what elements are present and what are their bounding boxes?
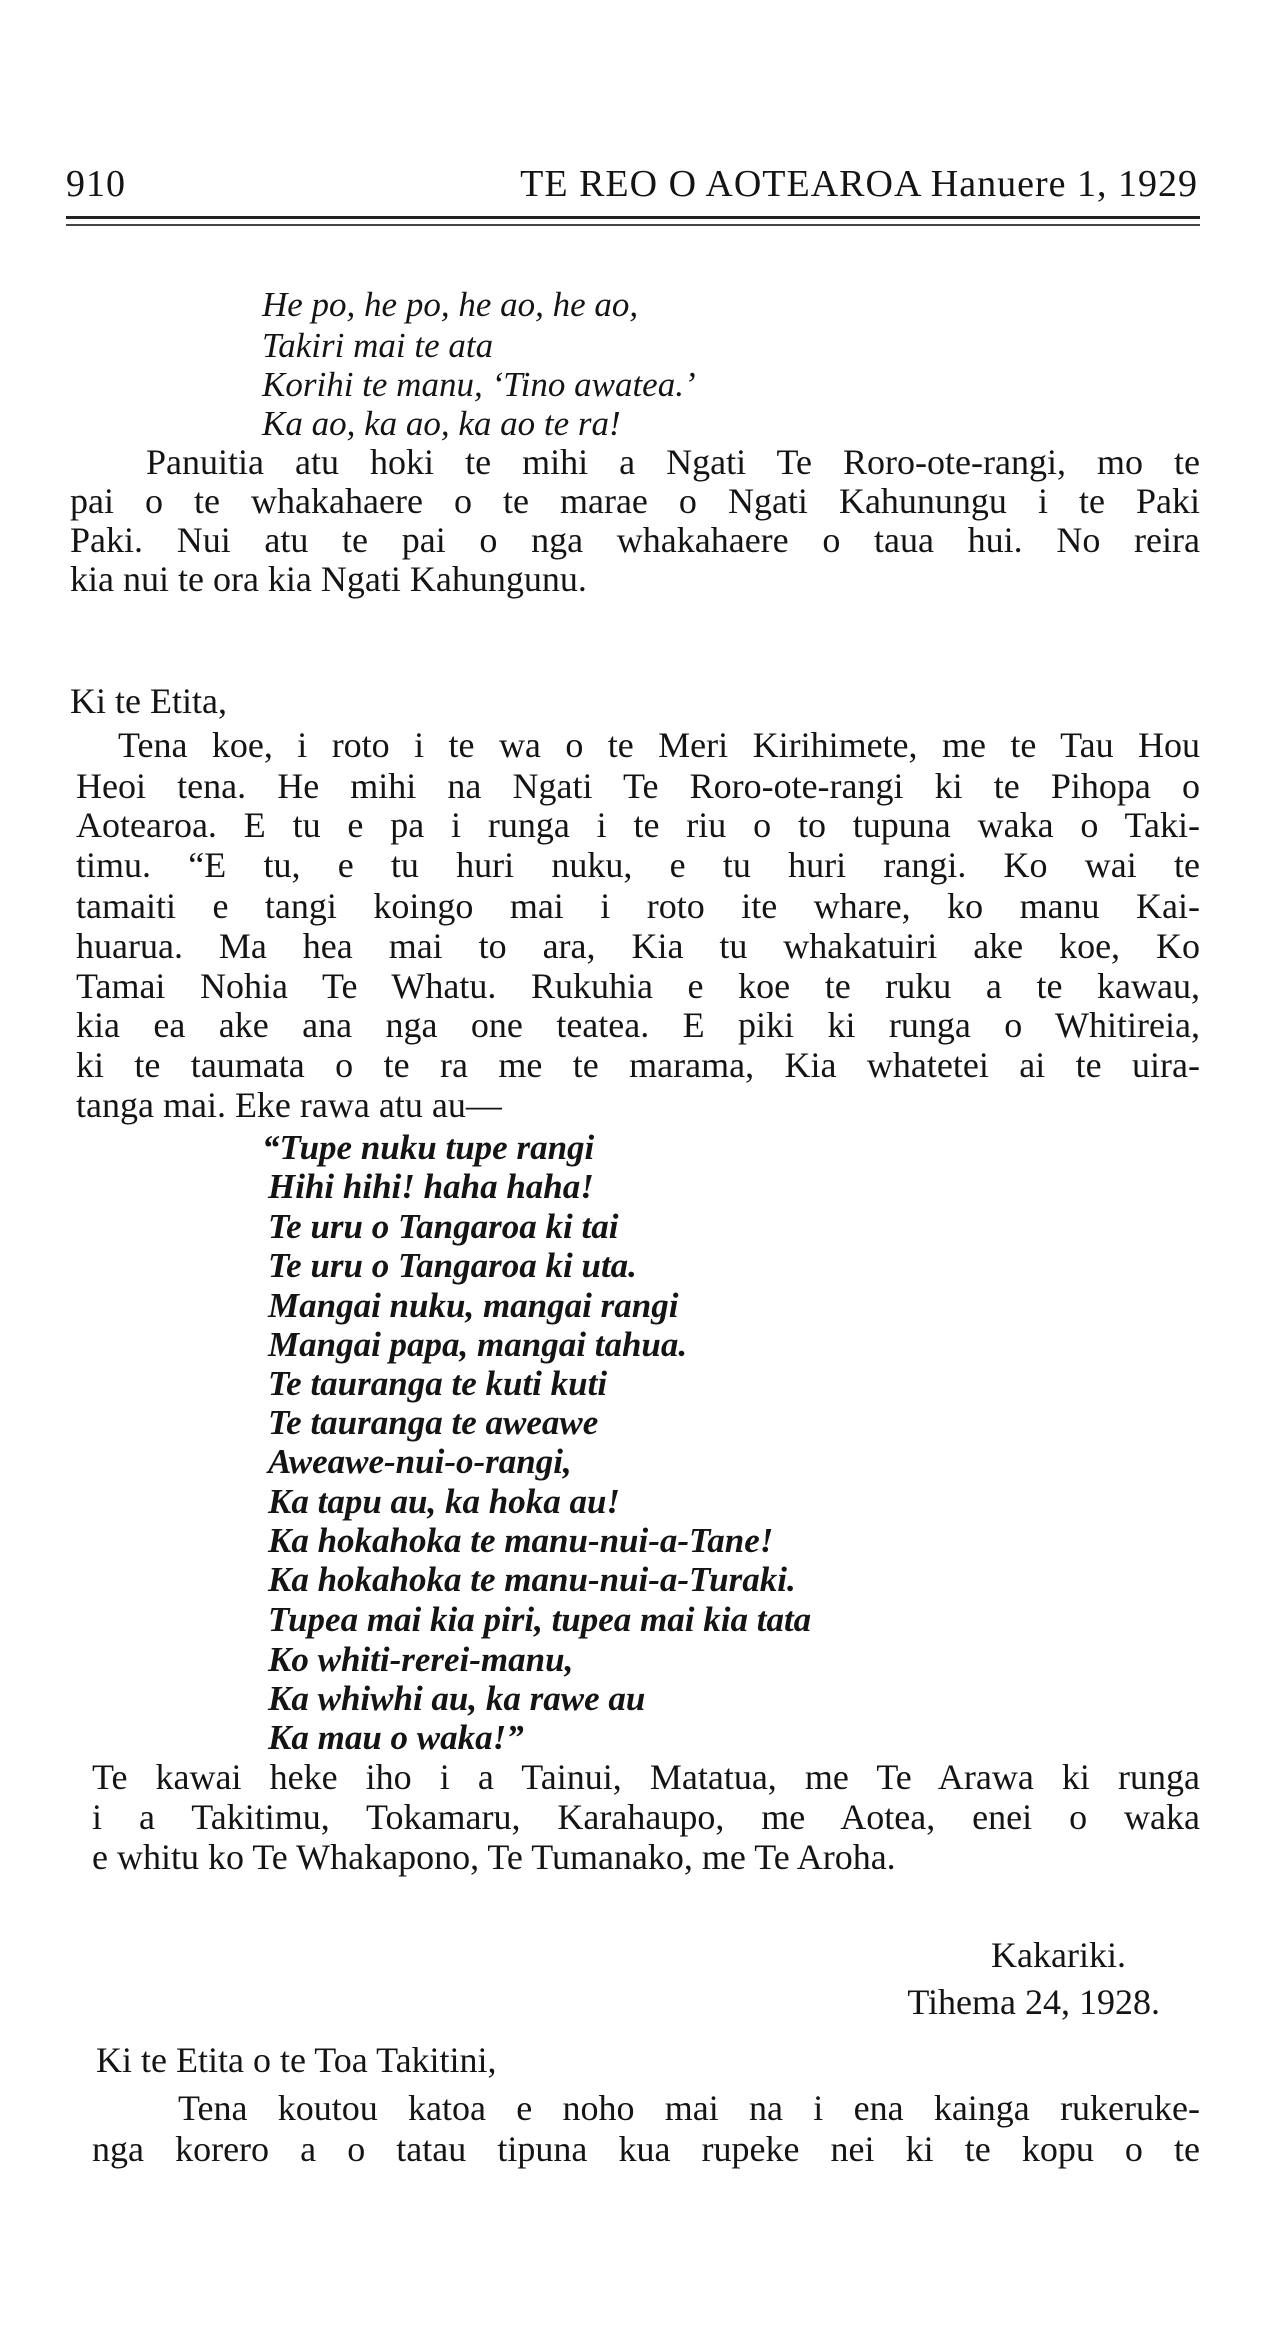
closing-line: i a Takitimu, Tokamaru, Karahaupo, me Aotea, enei o waka — [92, 1797, 1200, 1837]
chant-line: Ka hokahoka te manu-nui-a-Turaki. — [268, 1560, 796, 1599]
chant-line: Ko whiti-rerei-manu, — [268, 1640, 574, 1679]
letter-line: timu. “E tu, e tu huri nuku, e tu huri rangi. Ko wai te — [76, 845, 1200, 885]
chant-line: Te tauranga te aweawe — [268, 1403, 599, 1442]
page-header — [66, 162, 1198, 214]
chant-line: Te uru o Tangaroa ki tai — [268, 1207, 619, 1246]
letter-2-line: nga korero a o tatau tipuna kua rupeke nei ki te kopu o te — [92, 2129, 1200, 2169]
letter-line: Heoi tena. He mihi na Ngati Te Roro-ote-rangi ki te Pihopa o — [76, 766, 1200, 806]
letter-line: huarua. Ma hea mai to ara, Kia tu whakatuiri ake koe, Ko — [76, 926, 1200, 966]
verse-line: He po, he po, he ao, he ao, — [262, 285, 639, 324]
chant-line: Mangai papa, mangai tahua. — [268, 1325, 688, 1364]
chant-line: Ka mau o waka!” — [268, 1718, 524, 1757]
letter-line: Tena koe, i roto i te wa o te Meri Kirihimete, me te Tau Hou — [118, 725, 1200, 765]
closing-line: e whitu ko Te Whakapono, Te Tumanako, me Te Aroha. — [92, 1837, 896, 1877]
chant-line: Ka hokahoka te manu-nui-a-Tane! — [268, 1521, 774, 1560]
chant-line: “Tupe nuku tupe rangi — [262, 1128, 595, 1167]
letter-date: Tihema 24, 1928. — [907, 1982, 1160, 2022]
paragraph-line: Panuitia atu hoki te mihi a Ngati Te Roro-ote-rangi, mo te — [146, 442, 1200, 482]
signature: Kakariki. — [991, 1935, 1126, 1975]
paragraph-line: pai o te whakahaere o te marae o Ngati Kahunungu i te Paki — [70, 481, 1200, 521]
letter-line: tamaiti e tangi koingo mai i roto ite whare, ko manu Kai- — [76, 886, 1200, 926]
page-number: 910 — [66, 163, 126, 205]
verse-line: Takiri mai te ata — [262, 326, 494, 365]
chant-line: Te tauranga te kuti kuti — [268, 1364, 608, 1403]
chant-line: Te uru o Tangaroa ki uta. — [268, 1246, 637, 1285]
letter-line: Aotearoa. E tu e pa i runga i te riu o to tupuna waka o Taki- — [76, 805, 1200, 845]
header-rule-lower — [66, 224, 1200, 226]
closing-line: Te kawai heke iho i a Tainui, Matatua, me Te Arawa ki runga — [92, 1757, 1200, 1797]
letter-line: Tamai Nohia Te Whatu. Rukuhia e koe te ruku a te kawau, — [76, 966, 1200, 1006]
chant-line: Ka tapu au, ka hoka au! — [268, 1482, 621, 1521]
chant-line: Hihi hihi! haha haha! — [268, 1167, 594, 1206]
paragraph-line: Paki. Nui atu te pai o nga whakahaere o taua hui. No reira — [70, 520, 1200, 560]
letter-salutation: Ki te Etita, — [70, 681, 227, 721]
verse-line: Korihi te manu, ‘Tino awatea.’ — [262, 365, 696, 404]
chant-line: Mangai nuku, mangai rangi — [268, 1286, 679, 1325]
header-rule — [66, 216, 1200, 219]
chant-line: Aweawe-nui-o-rangi, — [268, 1442, 572, 1481]
paragraph-line: kia nui te ora kia Ngati Kahungunu. — [70, 559, 587, 599]
letter-line: ki te taumata o te ra me te marama, Kia whatetei ai te uira- — [76, 1045, 1200, 1085]
verse-line: Ka ao, ka ao, ka ao te ra! — [262, 404, 621, 443]
letter-2-salutation: Ki te Etita o te Toa Takitini, — [96, 2040, 497, 2080]
running-title: TE REO O AOTEAROA Hanuere 1, 1929 — [520, 163, 1198, 205]
letter-2-line: Tena koutou katoa e noho mai na i ena kainga rukeruke- — [178, 2088, 1200, 2128]
letter-line: tanga mai. Eke rawa atu au— — [76, 1085, 502, 1125]
chant-line: Tupea mai kia piri, tupea mai kia tata — [268, 1600, 812, 1639]
chant-line: Ka whiwhi au, ka rawe au — [268, 1679, 646, 1718]
letter-line: kia ea ake ana nga one teatea. E piki ki runga o Whitireia, — [76, 1005, 1200, 1045]
